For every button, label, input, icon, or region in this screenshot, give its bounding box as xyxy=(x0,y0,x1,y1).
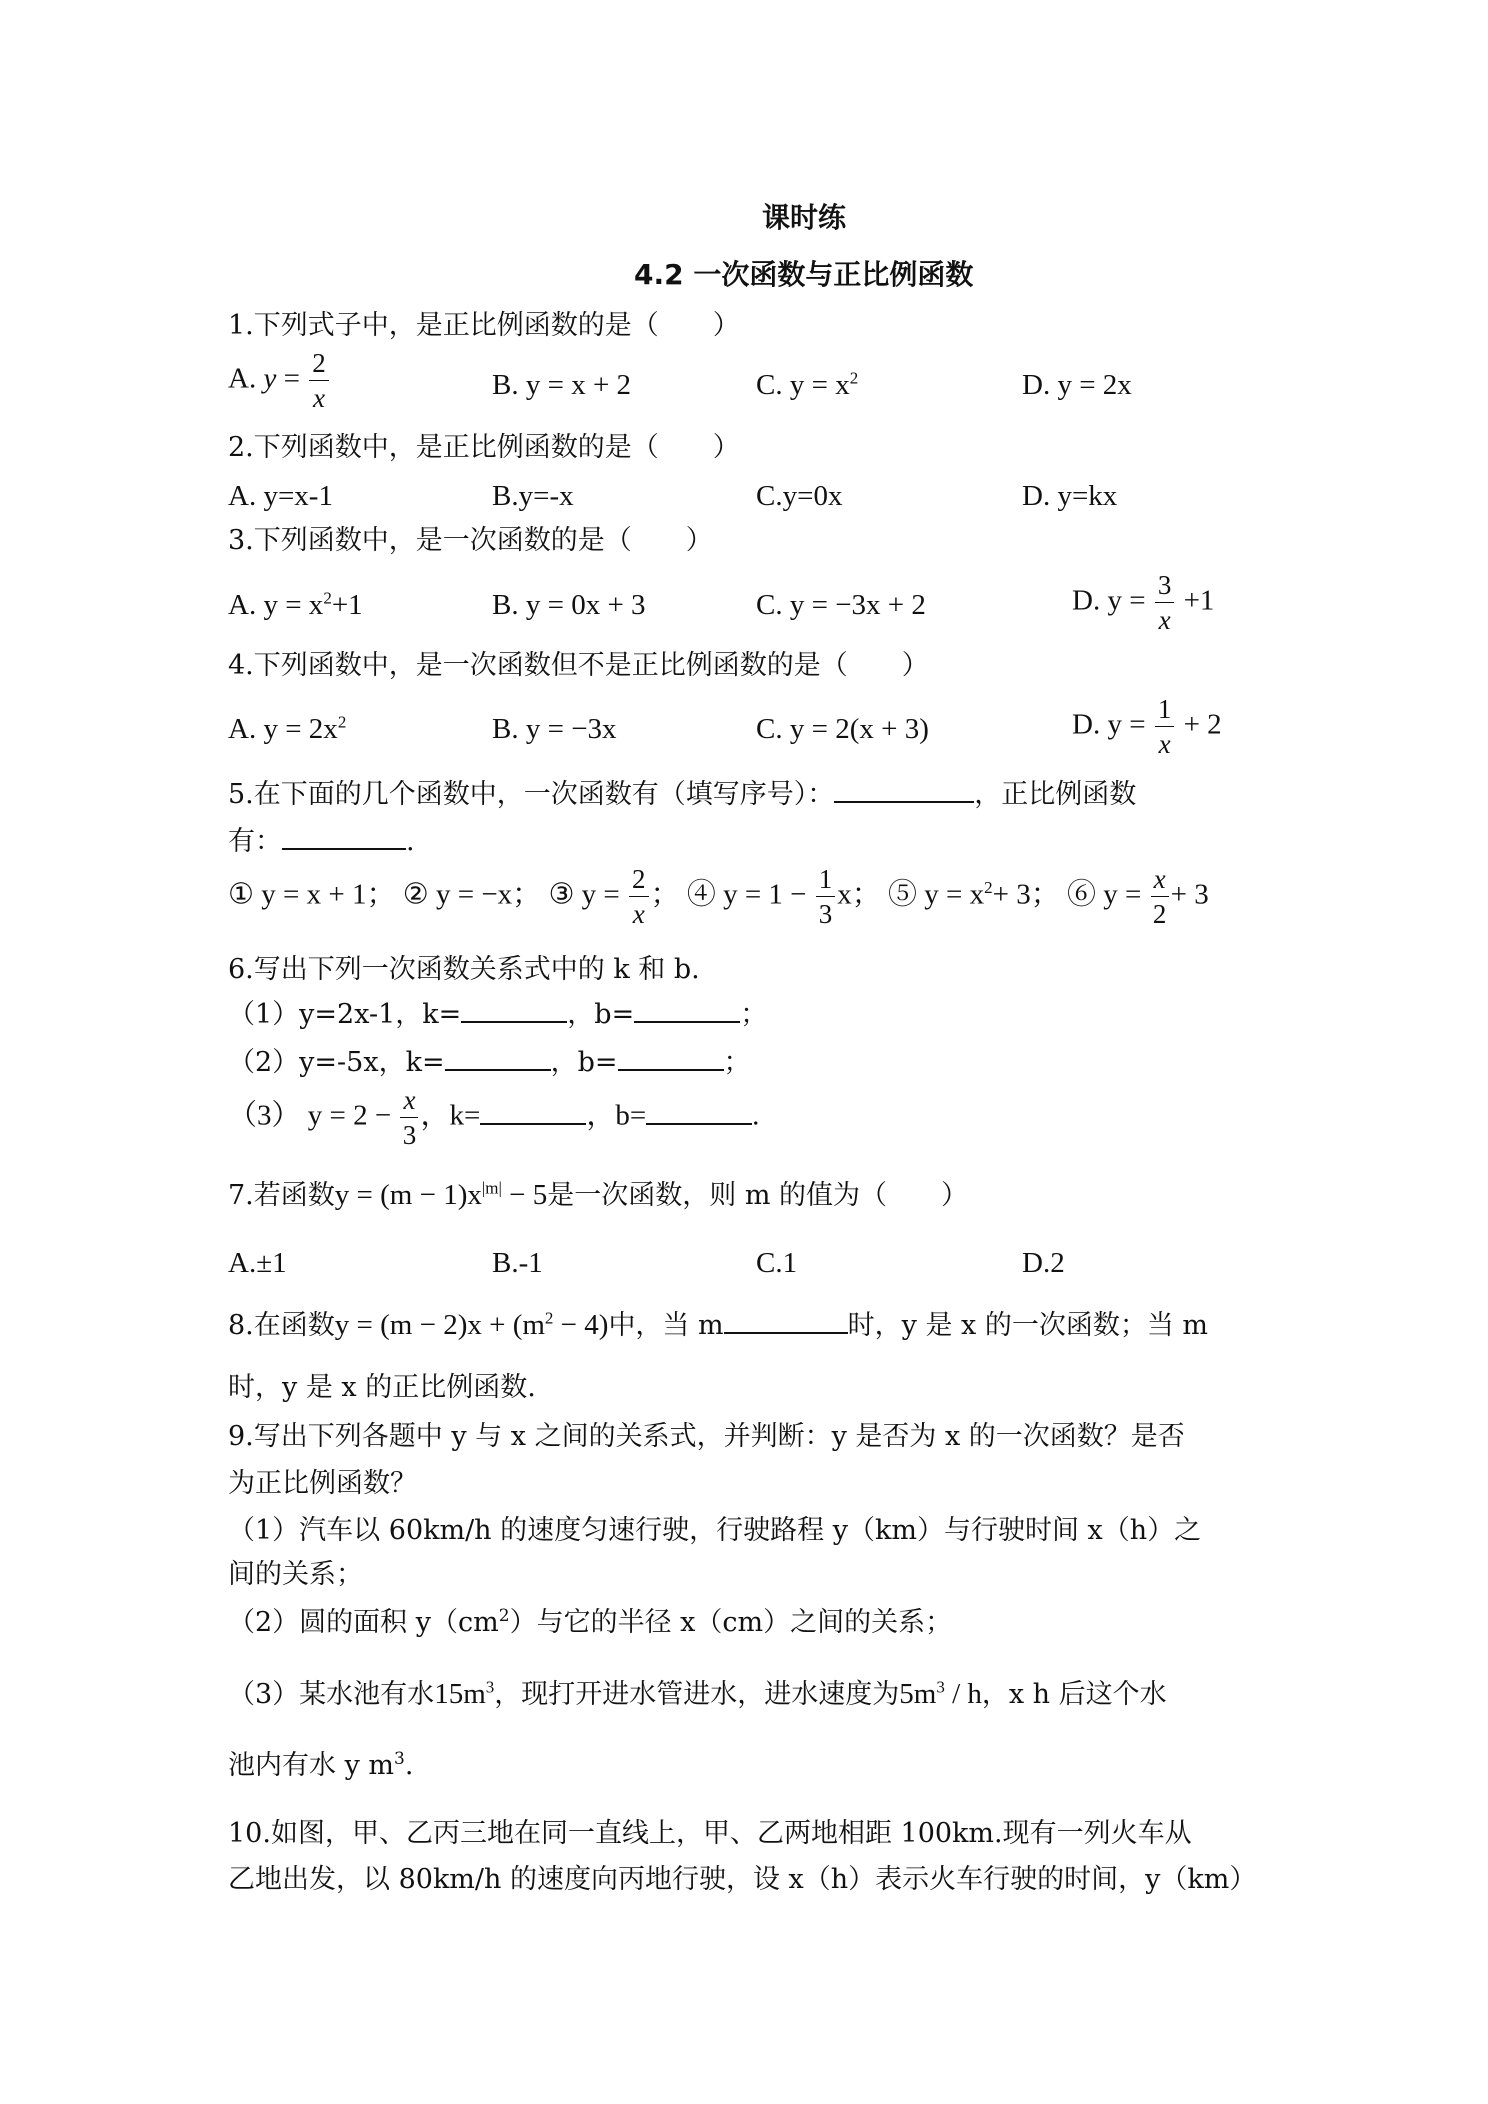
q2-option-d: D. y=kx xyxy=(1022,480,1118,512)
q1-option-b: B. y = x + 2 xyxy=(492,369,632,401)
q1-option-c: C. $y = x^2$ xyxy=(756,368,859,401)
q9-line1: 9.写出下列各题中 y 与 x 之间的关系式，并判断：y 是否为 x 的一次函数？是否 xyxy=(228,1421,1185,1452)
q2-option-b: B.y=-x xyxy=(492,480,574,512)
q7-option-d: D.2 xyxy=(1022,1247,1065,1279)
q6-part2: （2）y=-5x，k= ，b= ； xyxy=(228,1043,751,1081)
q7-option-a: A.±1 xyxy=(228,1247,287,1279)
q10-line2: 乙地出发，以 80km/h 的速度向丙地行驶，设 x（h）表示火车行驶的时间，y（km） xyxy=(228,1864,1257,1895)
q3-option-b: B. y = 0x + 3 xyxy=(492,589,646,621)
q8-line2: 时，y 是 x 的正比例函数. xyxy=(228,1372,536,1403)
q9-line2: 为正比例函数？ xyxy=(228,1468,417,1499)
page-title: 课时练 xyxy=(762,201,847,234)
q3-option-c: C. y = −3x + 2 xyxy=(756,589,926,621)
q9-part3-line1: （3）某水池有水$15m^3$，现打开进水管进水，进水速度为$5m^3$ / h，x h 后这个水 xyxy=(228,1677,1167,1710)
q6-p3-b-blank[interactable] xyxy=(646,1097,752,1125)
q7-stem: 7.若函数$y = (m - 1)x^{|m|} - 5$是一次函数，则 m 的值为（ ） xyxy=(228,1178,969,1211)
q4-option-d: D. y = $\frac{1}{x}$ + 2 xyxy=(1072,694,1222,759)
q8-line1: 8.在函数$y = (m - 2)x + (m^2 - 4)$中，当 m 时，y 是 x 的一次函数；当 m xyxy=(228,1306,1208,1344)
section-title: 4.2 一次函数与正比例函数 xyxy=(634,258,974,291)
q6-p1-k-blank[interactable] xyxy=(461,995,567,1023)
q9-part1-line2: 间的关系； xyxy=(228,1559,363,1590)
q6-part1: （1）y=2x-1，k= ，b= ； xyxy=(228,995,767,1033)
q10-line1: 10.如图，甲、乙丙三地在同一直线上，甲、乙两地相距 100km.现有一列火车从 xyxy=(228,1818,1192,1849)
q5-line2: 有： . xyxy=(228,822,415,860)
q1-option-d: D. y = 2x xyxy=(1022,369,1132,401)
q7-option-b: B.-1 xyxy=(492,1247,543,1279)
q2-option-a: A. y=x-1 xyxy=(228,480,333,512)
q1-stem: 1.下列式子中，是正比例函数的是（ ） xyxy=(228,310,740,341)
q4-stem: 4.下列函数中，是一次函数但不是正比例函数的是（ ） xyxy=(228,650,929,681)
q8-answer-blank[interactable] xyxy=(724,1306,848,1334)
q6-p3-k-blank[interactable] xyxy=(480,1097,586,1125)
q6-part3: （3） y = 2 − $\frac{x}{3}$ ，k= ，b= . xyxy=(228,1085,760,1150)
q3-option-a: A. $y = x^2+1$ xyxy=(228,588,363,621)
q3-option-d: D. y = $\frac{3}{x}$ +1 xyxy=(1072,570,1215,635)
q5-answer-blank-2[interactable] xyxy=(282,822,406,850)
q6-p1-b-blank[interactable] xyxy=(634,995,740,1023)
q5-answer-blank-1[interactable] xyxy=(834,775,974,803)
q9-part2: （2）圆的面积 $y(cm^2)$与它的半径 x（cm）之间的关系； xyxy=(228,1606,953,1638)
q2-stem: 2.下列函数中，是正比例函数的是（ ） xyxy=(228,432,740,463)
q4-option-a: A. $y = 2x^2$ xyxy=(228,712,347,745)
q5-line1: 5.在下面的几个函数中，一次函数有（填写序号）： ，正比例函数 xyxy=(228,775,1136,813)
q9-part3-line2: 池内有水 y $m^3$. xyxy=(228,1749,414,1781)
q4-option-b: B. y = −3x xyxy=(492,713,617,745)
q1-option-a: A. y = $\frac{2}{x}$ xyxy=(228,350,331,412)
q6-stem: 6.写出下列一次函数关系式中的 k 和 b. xyxy=(228,954,700,985)
q4-option-c: C. y = 2(x + 3) xyxy=(756,713,929,745)
q7-option-c: C.1 xyxy=(756,1247,798,1279)
q2-option-c: C.y=0x xyxy=(756,480,843,512)
q5-functions: ① y = x + 1； ② y = −x； ③ y = $\frac{2}{x}$ ； ④ y = 1 − $\frac{1}{3}$ x； ⑤ $y = x^2+ 3$； ⑥ y = $\frac{x}{2}$ + 3 xyxy=(228,864,1209,929)
q6-p2-k-blank[interactable] xyxy=(445,1043,551,1071)
q3-stem: 3.下列函数中，是一次函数的是（ ） xyxy=(228,525,713,556)
q6-p2-b-blank[interactable] xyxy=(618,1043,724,1071)
q9-part1-line1: （1）汽车以 60km/h 的速度匀速行驶，行驶路程 y（km）与行驶时间 x（h）之 xyxy=(228,1515,1202,1546)
